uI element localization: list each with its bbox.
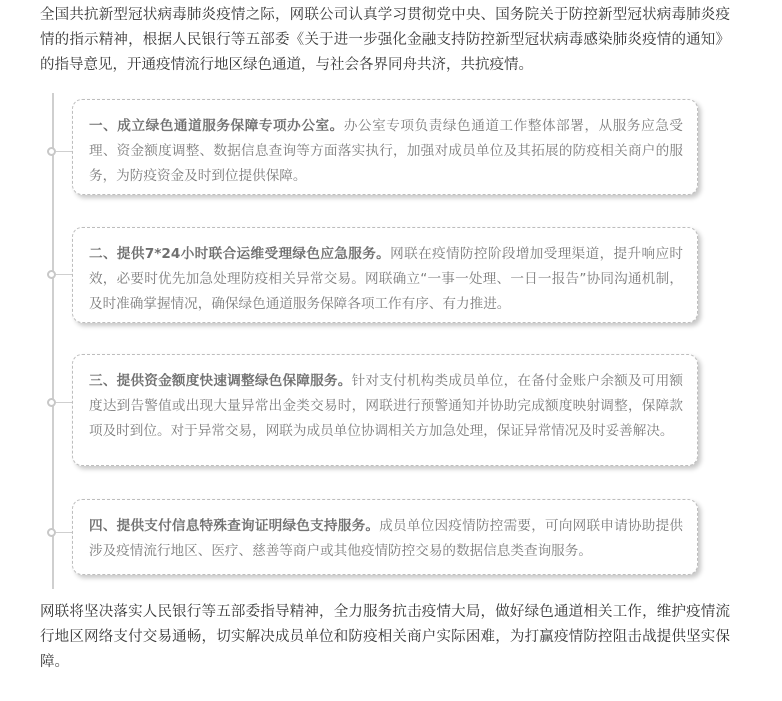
timeline-connector — [56, 151, 73, 152]
measure-body: 网联在疫情防控阶段增加受理渠道，提升响应时效，必要时优先加急处理防疫相关异常交易。网联确立“一事一处理、一日一报告”协同沟通机制，及时准确掌握情况，确保绿色通道服务保障各项工作有序、有力推进。 — [89, 246, 684, 312]
measure-card-1 — [72, 99, 698, 195]
measure-card-4 — [72, 499, 698, 575]
timeline-connector — [56, 402, 73, 403]
measure-body: 针对支付机构类成员单位，在备付金账户余额及可用额度达到告警值或出现大量异常出金类交易时，网联进行预警通知并协助完成额度映射调整，保障款项及时到位。对于异常交易，网联为成员单位协调相关方加急处理，保证异常情况及时妥善解决。 — [89, 373, 684, 439]
measure-card-2 — [72, 227, 698, 323]
closing-paragraph: 网联将坚决落实人民银行等五部委指导精神，全力服务抗击疫情大局，做好绿色通道相关工作，维护疫情流行地区网络支付交易通畅，切实解决成员单位和防疫相关商户实际困难，为打赢疫情防控阻击战提供坚实保障。 — [40, 604, 730, 670]
measure-title: 三、提供资金额度快速调整绿色保障服务。 — [89, 373, 352, 389]
intro-paragraph: 全国共抗新型冠状病毒肺炎疫情之际，网联公司认真学习贯彻党中央、国务院关于防控新型冠状病毒肺炎疫情的指示精神，根据人民银行等五部委《关于进一步强化金融支持防控新型冠状病毒感染肺炎疫情的通知》的指导意见，开通疫情流行地区绿色通道，与社会各界同舟共济，共抗疫情。 — [40, 7, 730, 73]
timeline-connector — [56, 274, 73, 275]
timeline-node — [47, 528, 56, 537]
measure-title: 一、成立绿色通道服务保障专项办公室。 — [89, 118, 344, 134]
timeline-node — [47, 270, 56, 279]
measure-body: 办公室专项负责绿色通道工作整体部署，从服务应急受理、资金额度调整、数据信息查询等方面落实执行，加强对成员单位及其拓展的防疫相关商户的服务，为防疫资金及时到位提供保障。 — [89, 118, 683, 184]
timeline-connector — [56, 532, 73, 533]
measure-card-3 — [72, 354, 698, 466]
measure-title: 二、提供7*24小时联合运维受理绿色应急服务。 — [89, 246, 391, 262]
timeline-node — [47, 398, 56, 407]
measure-title: 四、提供支付信息特殊查询证明绿色支持服务。 — [89, 518, 380, 534]
timeline-node — [47, 147, 56, 156]
measure-body: 成员单位因疫情防控需要，可向网联申请协助提供涉及疫情流行地区、医疗、慈善等商户或其他疫情防控交易的数据信息类查询服务。 — [89, 518, 683, 559]
timeline-line — [52, 93, 54, 589]
